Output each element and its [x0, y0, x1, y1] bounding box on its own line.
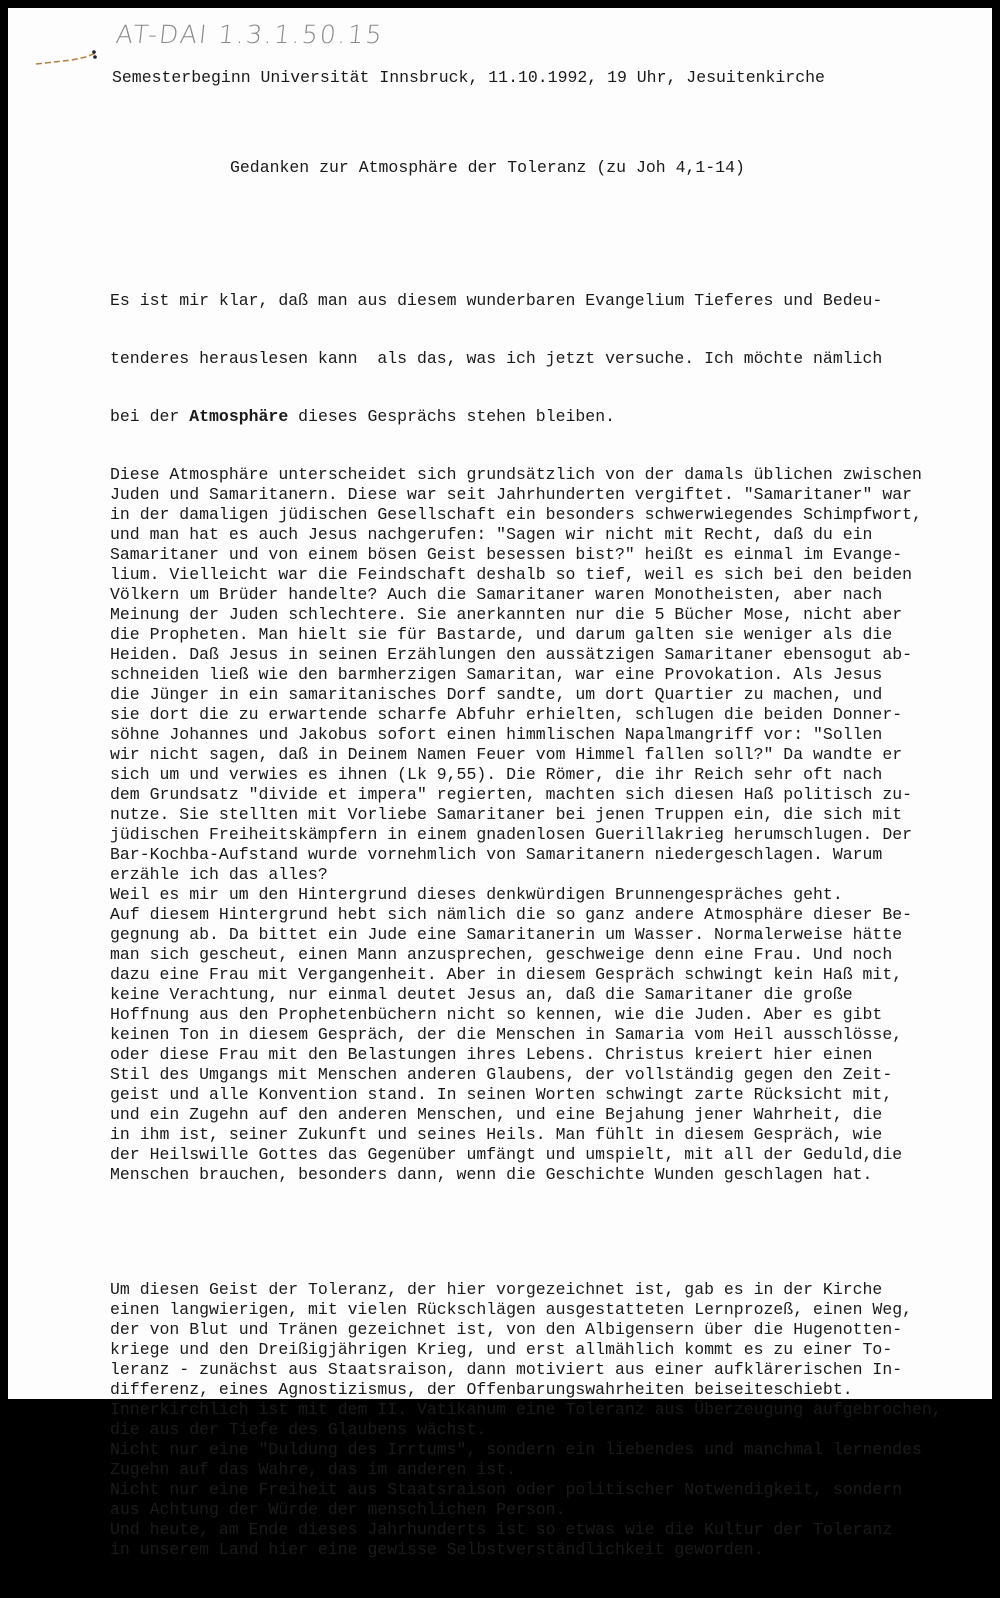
text-line: Zugehn auf das Wahre, das im anderen ist. [110, 1460, 516, 1479]
text-line: geist und alle Konvention stand. In seinen Worten schwingt zarte Rücksicht mit, [110, 1085, 893, 1104]
text-line: die aus der Tiefe des Glaubens wächst. [110, 1420, 487, 1439]
paragraph-2 [110, 1280, 942, 1560]
text-line: sie dort die zu erwartende scharfe Abfuhr erhielten, schlugen die beiden Donner- [110, 705, 903, 724]
text-line: Um diesen Geist der Toleranz, der hier vorgezeichnet ist, gab es in der Kirche [110, 1280, 883, 1299]
text-segment: bei der [110, 407, 190, 426]
text-line: differenz, eines Agnostizismus, der Offenbarungswahrheiten beiseiteschiebt. [110, 1380, 853, 1399]
text-line: kriege und den Dreißigjährigen Krieg, und erst allmählich kommt es zu einer To- [110, 1340, 893, 1359]
page-title: Gedanken zur Atmosphäre der Toleranz (zu Joh 4,1-14) [230, 158, 745, 177]
text-line: Hoffnung aus den Prophetenbüchern nicht so kennen, wie die Juden. Aber es gibt [110, 1005, 883, 1024]
paragraph-1 [110, 253, 942, 1185]
text-line: dazu eine Frau mit Vergangenheit. Aber in diesem Gespräch schwingt kein Haß mit, [110, 965, 903, 984]
text-line: Juden und Samaritanern. Diese war seit Jahrhunderten vergiftet. "Samaritaner" war [110, 485, 913, 504]
body-text [110, 215, 942, 1598]
text-line: Diese Atmosphäre unterscheidet sich grundsätzlich von der damals üblichen zwischen [110, 465, 922, 484]
text-line: einen langwierigen, mit vielen Rückschlägen ausgestatteten Lernprozeß, einen Weg, [110, 1300, 913, 1319]
text-line: erzähle ich das alles? [110, 865, 328, 884]
text-line: der von Blut und Tränen gezeichnet ist, von den Albigensern über die Hugenotten- [110, 1320, 903, 1339]
text-line: leranz - zunächst aus Staatsraison, dann motiviert aus einer aufklärerischen In- [110, 1360, 903, 1379]
text-line: Weil es mir um den Hintergrund dieses denkwürdigen Brunnengespräches geht. [110, 885, 843, 904]
occasion-header: Semesterbeginn Universität Innsbruck, 11.10.1992, 19 Uhr, Jesuitenkirche [112, 68, 825, 87]
text-line: und ein Zugehn auf den anderen Menschen, und eine Bejahung jener Wahrheit, die [110, 1105, 883, 1124]
text-line: Meinung der Juden schlechtere. Sie anerkannten nur die 5 Bücher Mose, nicht aber [110, 605, 903, 624]
text-line: in unserem Land hier eine gewisse Selbstverständlichkeit geworden. [110, 1540, 764, 1559]
text-line: Es ist mir klar, daß man aus diesem wunderbaren Evangelium Tieferes und Bedeu- [110, 291, 883, 310]
text-line: und man hat es auch Jesus nachgerufen: "Sagen wir nicht mit Recht, daß du ein [110, 525, 873, 544]
text-line: dem Grundsatz "divide et impera" regierten, machten sich diesen Haß politisch zu- [110, 785, 913, 804]
text-line: man sich gescheut, einen Mann anzusprechen, geschweige denn eine Frau. Und noch [110, 945, 893, 964]
text-line: aus Achtung der Würde der menschlichen Person. [110, 1500, 566, 1519]
text-line: in der damaligen jüdischen Gesellschaft ein besonders schwerwiegendes Schimpfwort, [110, 505, 922, 524]
text-line: söhne Johannes und Jakobus sofort einen himmlischen Napalmangriff vor: "Sollen [110, 725, 883, 744]
text-segment: dieses Gesprächs stehen bleiben. [288, 407, 616, 426]
text-line: Heiden. Daß Jesus in seinen Erzählungen den aussätzigen Samaritaner ebensogut ab- [110, 645, 913, 664]
text-line: schneiden ließ wie den barmherzigen Samaritan, war eine Provokation. Als Jesus [110, 665, 883, 684]
text-line: keine Verachtung, nur einmal deutet Jesus an, daß die Samaritaner die große [110, 985, 853, 1004]
text-line: jüdischen Freiheitskämpfern in einem gnadenlosen Guerillakrieg herumschlugen. Der [110, 825, 913, 844]
text-line: der Heilswille Gottes das Gegenüber umfängt und umspielt, mit all der Geduld,die [110, 1145, 903, 1164]
text-line: keinen Ton in diesem Gespräch, der die Menschen in Samaria vom Heil ausschlösse, [110, 1025, 903, 1044]
text-line: Nicht nur eine Freiheit aus Staatsraison oder politischer Notwendigkeit, sondern [110, 1480, 903, 1499]
text-line: die Jünger in ein samaritanisches Dorf sandte, um dort Quartier zu machen, und [110, 685, 883, 704]
text-line: Nicht nur eine "Duldung des Irrtums", sondern ein liebendes und manchmal lernendes [110, 1440, 922, 1459]
emphasized-word: Atmosphäre [189, 407, 289, 426]
handwritten-archive-note: AT-DAI 1.3.1.50.15 [114, 20, 386, 49]
document-page [8, 8, 992, 1559]
text-line: gegnung ab. Da bittet ein Jude eine Samaritanerin um Wasser. Normalerweise hätte [110, 925, 903, 944]
text-line: oder diese Frau mit den Belastungen ihres Lebens. Christus kreiert hier einen [110, 1045, 873, 1064]
paragraph-gap [110, 1223, 942, 1242]
text-line: Und heute, am Ende dieses Jahrhunderts ist so etwas wie die Kultur der Toleranz [110, 1520, 893, 1539]
text-line: tenderes herauslesen kann als das, was ich jetzt versuche. Ich möchte nämlich [110, 349, 883, 368]
text-line: Auf diesem Hintergrund hebt sich nämlich die so ganz andere Atmosphäre dieser Be- [110, 905, 913, 924]
text-line: Innerkirchlich ist mit dem II. Vatikanum eine Toleranz aus Überzeugung aufgebrochen, [110, 1400, 942, 1419]
text-line: nutze. Sie stellten mit Vorliebe Samaritaner bei jenen Truppen ein, die sich mit [110, 805, 903, 824]
pen-mark-icon [34, 48, 104, 68]
text-line: Stil des Umgangs mit Menschen anderen Glaubens, der vollständig gegen den Zeit- [110, 1065, 893, 1084]
text-line [110, 407, 942, 427]
text-line: sich um und verwies es ihnen (Lk 9,55). Die Römer, die ihr Reich sehr oft nach [110, 765, 883, 784]
text-line: lium. Vielleicht war die Feindschaft deshalb so tief, weil es sich bei den beiden [110, 565, 913, 584]
text-line: Samaritaner und von einem bösen Geist besessen bist?" heißt es einmal im Evange- [110, 545, 903, 564]
text-line: wir nicht sagen, daß in Deinem Namen Feuer vom Himmel fallen soll?" Da wandte er [110, 745, 903, 764]
text-line: Völkern um Brüder handelte? Auch die Samaritaner waren Monotheisten, aber nach [110, 585, 883, 604]
text-line: Menschen brauchen, besonders dann, wenn die Geschichte Wunden geschlagen hat. [110, 1165, 873, 1184]
text-line: Bar-Kochba-Aufstand wurde vornehmlich von Samaritanern niedergeschlagen. Warum [110, 845, 883, 864]
text-line: die Propheten. Man hielt sie für Bastarde, und darum galten sie weniger als die [110, 625, 893, 644]
text-line: in ihm ist, seiner Zukunft und seines Heils. Man fühlt in diesem Gespräch, wie [110, 1125, 883, 1144]
